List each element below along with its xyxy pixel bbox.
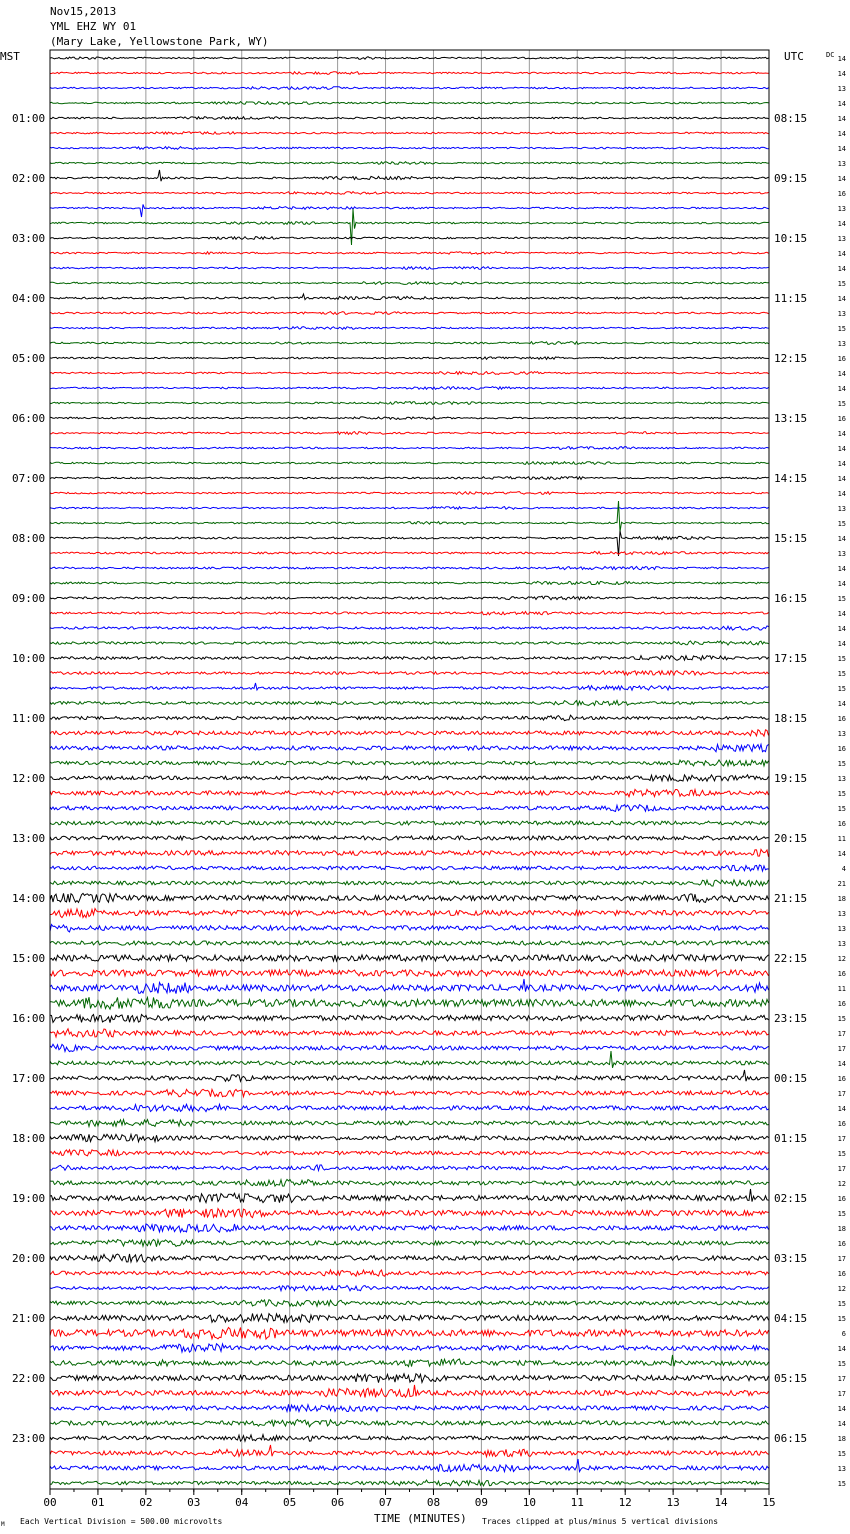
dc-offset-value: 15: [837, 595, 846, 603]
trace-row: [50, 955, 769, 961]
hour-label-mst: 13:00: [12, 832, 46, 845]
trace-row: [50, 209, 769, 245]
dc-offset-value: 15: [837, 520, 846, 528]
trace-row: [50, 357, 769, 360]
x-tick-label: 12: [618, 1496, 632, 1509]
dc-offset-value: 14: [837, 370, 846, 378]
trace-row: [50, 1314, 769, 1323]
trace-row: [50, 1150, 769, 1156]
trace-row: [50, 1270, 769, 1276]
x-tick-label: 11: [570, 1496, 584, 1509]
dc-offset-value: 15: [837, 760, 846, 768]
dc-offset-value: 13: [837, 775, 846, 783]
hour-label-mst: 09:00: [12, 592, 46, 605]
dc-offset-value: 12: [837, 1285, 846, 1293]
hour-label-utc: 15:15: [774, 532, 808, 545]
trace-row: [50, 1286, 769, 1291]
hour-label-mst: 10:00: [12, 652, 46, 665]
trace-row: [50, 147, 769, 150]
dc-offset-value: 16: [837, 190, 846, 198]
trace-row: [50, 893, 769, 902]
trace-row: [50, 1240, 769, 1247]
trace-rows: [50, 57, 769, 1486]
hour-label-utc: 14:15: [774, 472, 808, 485]
trace-row: [50, 836, 769, 840]
trace-row: [50, 641, 769, 645]
dc-offset-value: 13: [837, 925, 846, 933]
dc-offset-value: 13: [837, 730, 846, 738]
dc-offset-value: 13: [837, 85, 846, 93]
hour-label-mst: 08:00: [12, 532, 46, 545]
dc-offset-value: 13: [837, 310, 846, 318]
hour-label-utc: 21:15: [774, 892, 808, 905]
x-axis-title: TIME (MINUTES): [374, 1512, 467, 1525]
trace-row: [50, 57, 769, 60]
trace-row: [50, 372, 769, 375]
dc-offset-value: 14: [837, 640, 846, 648]
hour-label-mst: 15:00: [12, 952, 46, 965]
x-tick-label: 03: [187, 1496, 201, 1509]
dc-offset-value: 4: [841, 865, 846, 873]
trace-row: [50, 849, 769, 857]
hour-label-utc: 05:15: [774, 1372, 808, 1385]
dc-offset-value: 16: [837, 820, 846, 828]
trace-row: [50, 789, 769, 796]
trace-row: [50, 581, 769, 584]
trace-row: [50, 821, 769, 825]
trace-row: [50, 1344, 769, 1352]
x-tick-label: 15: [762, 1496, 776, 1509]
dc-offset-value: 14: [837, 625, 846, 633]
dc-offset-value: 14: [837, 445, 846, 453]
trace-row: [50, 1300, 769, 1307]
trace-row: [50, 865, 769, 871]
dc-offset-value: 17: [837, 1030, 846, 1038]
trace-row: [50, 117, 769, 120]
dc-offset-value: 15: [837, 1150, 846, 1158]
dc-offset-value: 13: [837, 505, 846, 513]
hour-label-utc: 23:15: [774, 1012, 808, 1025]
trace-row: [50, 997, 769, 1009]
trace-row: [50, 979, 769, 994]
trace-row: [50, 1120, 769, 1127]
trace-row: [50, 683, 769, 690]
hour-label-utc: 12:15: [774, 352, 808, 365]
hour-label-mst: 11:00: [12, 712, 46, 725]
dc-offset-value: 15: [837, 805, 846, 813]
dc-offset-value: 13: [837, 235, 846, 243]
dc-offset-value: 15: [837, 325, 846, 333]
helicorder-date: Nov15,2013: [50, 5, 117, 18]
dc-offset-value: 13: [837, 160, 846, 168]
dc-offset-value: 13: [837, 940, 846, 948]
trace-row: [50, 1104, 769, 1111]
trace-row: [50, 925, 769, 932]
trace-row: [50, 1179, 769, 1186]
trace-row: [50, 701, 769, 706]
dc-offset-value: 14: [837, 115, 846, 123]
trace-row: [50, 596, 769, 600]
trace-row: [50, 252, 769, 255]
dc-offset-value: 14: [837, 1060, 846, 1068]
trace-row: [50, 492, 769, 495]
dc-offset-value: 14: [837, 385, 846, 393]
trace-row: [50, 342, 769, 345]
trace-row: [50, 566, 769, 569]
dc-offset-value: 17: [837, 1390, 846, 1398]
dc-offset-value: 17: [837, 1375, 846, 1383]
trace-row: [50, 507, 769, 510]
dc-offset-value: 16: [837, 1195, 846, 1203]
dc-offset-value: 15: [837, 1450, 846, 1458]
dc-offset-value: 16: [837, 1240, 846, 1248]
hour-label-utc: 19:15: [774, 772, 808, 785]
x-tick-label: 07: [378, 1496, 393, 1509]
hour-label-mst: 05:00: [12, 352, 46, 365]
helicorder-location: (Mary Lake, Yellowstone Park, WY): [50, 35, 269, 48]
dc-offset-value: 15: [837, 400, 846, 408]
dc-offset-value: 18: [837, 1435, 846, 1443]
trace-row: [50, 1254, 769, 1262]
dc-offset-value: 14: [837, 70, 846, 78]
trace-row: [50, 1374, 769, 1383]
hour-label-utc: 01:15: [774, 1132, 808, 1145]
dc-offset-value: 15: [837, 1480, 846, 1488]
trace-row: [50, 715, 769, 720]
trace-row: [50, 1445, 769, 1457]
trace-row: [50, 402, 769, 405]
trace-row: [50, 327, 769, 330]
dc-offset-value: 16: [837, 1000, 846, 1008]
trace-row: [50, 775, 769, 781]
hour-label-utc: 20:15: [774, 832, 808, 845]
dc-offset-value: 15: [837, 1315, 846, 1323]
dc-offset-value: 18: [837, 1225, 846, 1233]
hour-label-utc: 06:15: [774, 1432, 808, 1445]
trace-row: [50, 1134, 769, 1141]
dc-offset-value: 14: [837, 580, 846, 588]
trace-row: [50, 294, 769, 300]
hour-label-utc: 11:15: [774, 292, 808, 305]
dc-offset-value: 14: [837, 460, 846, 468]
hour-label-utc: 22:15: [774, 952, 808, 965]
dc-offset-value: 14: [837, 850, 846, 858]
dc-offset-value: 17: [837, 1045, 846, 1053]
hour-label-utc: 08:15: [774, 112, 808, 125]
dc-offset-value: 14: [837, 130, 846, 138]
trace-row: [50, 941, 769, 945]
dc-offset-value: 15: [837, 1210, 846, 1218]
hour-label-mst: 22:00: [12, 1372, 46, 1385]
trace-row: [50, 671, 769, 676]
trace-row: [50, 626, 769, 630]
trace-row: [50, 1459, 769, 1472]
dc-offset-value: 17: [837, 1135, 846, 1143]
corner-mark: M: [1, 1521, 5, 1528]
dc-offset-value: 14: [837, 430, 846, 438]
dc-offset-value: 13: [837, 910, 846, 918]
x-tick-label: 09: [474, 1496, 489, 1509]
dc-offset-value: 12: [837, 955, 846, 963]
hour-label-utc: 02:15: [774, 1192, 808, 1205]
trace-row: [50, 312, 769, 315]
hour-label-mst: 21:00: [12, 1312, 46, 1325]
trace-row: [50, 1189, 769, 1203]
dc-offset-value: 13: [837, 340, 846, 348]
dc-offset-value: 16: [837, 715, 846, 723]
x-tick-label: 02: [139, 1496, 153, 1509]
trace-row: [50, 1435, 769, 1442]
hour-label-utc: 00:15: [774, 1072, 808, 1085]
hour-label-utc: 03:15: [774, 1252, 808, 1265]
dc-label: DC: [826, 51, 835, 59]
x-tick-label: 14: [714, 1496, 728, 1509]
trace-row: [50, 730, 769, 736]
x-tick-label: 06: [330, 1496, 345, 1509]
hour-label-mst: 23:00: [12, 1432, 46, 1445]
hour-label-utc: 18:15: [774, 712, 808, 725]
dc-offset-value: 13: [837, 1465, 846, 1473]
dc-offset-value: 18: [837, 895, 846, 903]
dc-offset-value: 17: [837, 1255, 846, 1263]
dc-offset-value: 15: [837, 685, 846, 693]
trace-row: [50, 102, 769, 105]
hour-label-utc: 13:15: [774, 412, 808, 425]
hour-label-mst: 03:00: [12, 232, 46, 245]
dc-offset-value: 13: [837, 205, 846, 213]
x-tick-label: 13: [666, 1496, 680, 1509]
dc-offset-value: 13: [837, 550, 846, 558]
dc-offset-value: 14: [837, 610, 846, 618]
hour-label-mst: 06:00: [12, 412, 46, 425]
footer-scale-note: Each Vertical Division = 500.00 microvolts: [20, 1517, 223, 1526]
trace-row: [50, 267, 769, 270]
hour-label-mst: 16:00: [12, 1012, 46, 1025]
dc-offset-value: 12: [837, 1180, 846, 1188]
trace-row: [50, 1015, 769, 1023]
dc-offset-value: 15: [837, 1015, 846, 1023]
trace-row: [50, 462, 769, 465]
dc-offset-value: 6: [841, 1330, 846, 1338]
hour-label-mst: 14:00: [12, 892, 46, 905]
dc-offset-value: 14: [837, 1105, 846, 1113]
trace-row: [50, 1224, 769, 1232]
dc-offset-value: 14: [837, 175, 846, 183]
trace-row: [50, 447, 769, 450]
dc-offset-value: 11: [837, 985, 846, 993]
trace-row: [50, 1355, 769, 1367]
dc-offset-value: 14: [837, 55, 846, 63]
trace-row: [50, 880, 769, 886]
dc-offset-value: 14: [837, 295, 846, 303]
hour-label-utc: 17:15: [774, 652, 808, 665]
dc-offset-value: 16: [837, 970, 846, 978]
dc-offset-value: 16: [837, 1120, 846, 1128]
dc-offset-value: 16: [837, 355, 846, 363]
trace-row: [50, 1420, 769, 1427]
hour-label-mst: 18:00: [12, 1132, 46, 1145]
trace-row: [50, 477, 769, 480]
dc-offset-value: 14: [837, 475, 846, 483]
dc-offset-value: 15: [837, 790, 846, 798]
trace-row: [50, 531, 769, 556]
trace-row: [50, 72, 769, 75]
helicorder-station: YML EHZ WY 01: [50, 20, 137, 33]
hour-label-mst: 19:00: [12, 1192, 46, 1205]
x-tick-label: 10: [522, 1496, 536, 1509]
trace-row: [50, 1404, 769, 1411]
trace-row: [50, 501, 769, 532]
trace-row: [50, 744, 769, 751]
dc-offset-value: 14: [837, 220, 846, 228]
right-timezone-label: UTC: [784, 50, 804, 63]
left-timezone-label: MST: [0, 50, 20, 63]
trace-row: [50, 909, 769, 918]
dc-offset-value: 14: [837, 490, 846, 498]
dc-offset-value: 14: [837, 700, 846, 708]
trace-row: [50, 1480, 769, 1486]
trace-row: [50, 170, 769, 181]
dc-offset-value: 14: [837, 1405, 846, 1413]
hour-label-mst: 02:00: [12, 172, 46, 185]
trace-row: [50, 162, 769, 165]
dc-offset-value: 14: [837, 250, 846, 258]
x-tick-label: 00: [43, 1496, 57, 1509]
trace-row: [50, 387, 769, 390]
trace-row: [50, 1209, 769, 1218]
x-tick-label: 01: [91, 1496, 105, 1509]
footer-clip-note: Traces clipped at plus/minus 5 vertical divisions: [482, 1517, 719, 1526]
dc-offset-value: 15: [837, 1300, 846, 1308]
trace-row: [50, 282, 769, 285]
dc-offset-value: 14: [837, 1420, 846, 1428]
hour-label-utc: 04:15: [774, 1312, 808, 1325]
dc-offset-value: 15: [837, 1360, 846, 1368]
trace-row: [50, 87, 769, 90]
trace-row: [50, 237, 769, 240]
trace-row: [50, 805, 769, 812]
hour-label-mst: 20:00: [12, 1252, 46, 1265]
dc-offset-value: 14: [837, 265, 846, 273]
trace-row: [50, 1070, 769, 1081]
x-tick-label: 04: [235, 1496, 249, 1509]
hour-label-utc: 09:15: [774, 172, 808, 185]
trace-row: [50, 1165, 769, 1171]
dc-offset-value: 16: [837, 1075, 846, 1083]
dc-offset-value: 11: [837, 835, 846, 843]
trace-row: [50, 656, 769, 661]
dc-offset-value: 14: [837, 145, 846, 153]
trace-row: [50, 612, 769, 615]
hour-label-mst: 12:00: [12, 772, 46, 785]
dc-offset-value: 16: [837, 745, 846, 753]
dc-offset-value: 21: [837, 880, 846, 888]
dc-offset-value: 14: [837, 535, 846, 543]
dc-offset-value: 14: [837, 100, 846, 108]
trace-row: [50, 1385, 769, 1398]
dc-offset-value: 14: [837, 1345, 846, 1353]
dc-offset-value: 16: [837, 1270, 846, 1278]
hour-label-utc: 10:15: [774, 232, 808, 245]
x-tick-label: 08: [426, 1496, 441, 1509]
hour-label-mst: 07:00: [12, 472, 46, 485]
hour-label-utc: 16:15: [774, 592, 808, 605]
dc-offset-value: 15: [837, 280, 846, 288]
trace-row: [50, 432, 769, 435]
trace-row: [50, 1089, 769, 1096]
trace-row: [50, 192, 769, 195]
trace-row: [50, 1044, 769, 1051]
trace-row: [50, 1328, 769, 1340]
axis-labels: [0, 50, 846, 1528]
x-tick-label: 05: [283, 1496, 297, 1509]
dc-offset-value: 17: [837, 1165, 846, 1173]
trace-row: [50, 1051, 769, 1068]
dc-offset-value: 14: [837, 565, 846, 573]
trace-row: [50, 551, 769, 554]
trace-row: [50, 970, 769, 976]
hour-label-mst: 17:00: [12, 1072, 46, 1085]
trace-row: [50, 132, 769, 135]
dc-offset-value: 17: [837, 1090, 846, 1098]
trace-row: [50, 417, 769, 420]
trace-row: [50, 204, 769, 217]
hour-label-mst: 01:00: [12, 112, 46, 125]
dc-offset-value: 15: [837, 670, 846, 678]
trace-row: [50, 1029, 769, 1037]
dc-offset-value: 16: [837, 415, 846, 423]
hour-label-mst: 04:00: [12, 292, 46, 305]
dc-offset-value: 15: [837, 655, 846, 663]
trace-row: [50, 760, 769, 766]
